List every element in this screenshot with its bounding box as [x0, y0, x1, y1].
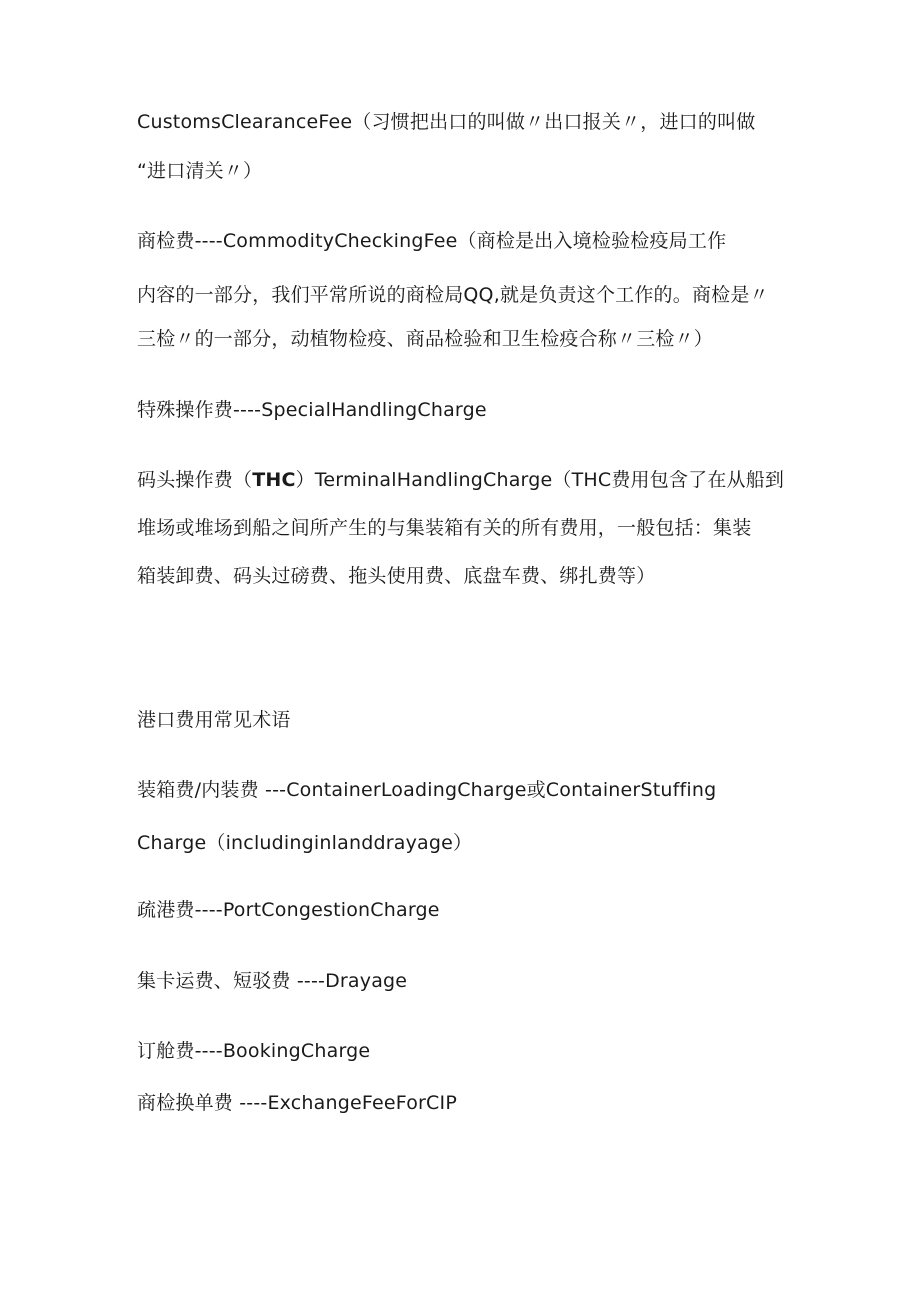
thc-prefix: 码头操作费（: [137, 469, 253, 491]
drayage-line: 集卡运费、短驳费 ----Drayage: [137, 970, 408, 992]
commodity-line-1: 商检费----CommodityCheckingFee（商检是出入境检验检疫局工作: [137, 230, 727, 252]
commodity-line-3: 三检〃的一部分，动植物检疫、商品检验和卫生检疫合称〃三检〃）: [137, 328, 714, 350]
customs-line-2: “进口清关〃）: [137, 160, 263, 182]
thc-rest: ）TerminalHandlingCharge（THC费用包含了在从船到: [295, 469, 785, 491]
container-loading-line-2: Charge（includinginlanddrayage）: [137, 832, 473, 854]
thc-line-1: [137, 468, 784, 492]
congestion-line: 疏港费----PortCongestionCharge: [137, 899, 440, 921]
port-terms-heading: 港口费用常见术语: [137, 709, 291, 731]
thc-bold: THC: [252, 469, 296, 491]
container-loading-line-1: 装箱费/内装费 ---ContainerLoadingCharge或ContainerStuffing: [137, 779, 717, 801]
customs-line-1: CustomsClearanceFee（习惯把出口的叫做〃出口报关〃，进口的叫做: [137, 111, 756, 133]
commodity-line-2: 内容的一部分，我们平常所说的商检局QQ,就是负责这个工作的。商检是〃: [137, 284, 769, 306]
thc-line-3: 箱装卸费、码头过磅费、拖头使用费、底盘车费、绑扎费等）: [137, 565, 656, 587]
special-handling-line: 特殊操作费----SpecialHandlingCharge: [137, 399, 487, 421]
exchange-line: 商检换单费 ----ExchangeFeeForCIP: [137, 1092, 457, 1114]
thc-line-2: 堆场或堆场到船之间所产生的与集装箱有关的所有费用，一般包括：集装: [137, 517, 752, 539]
booking-line: 订舱费----BookingCharge: [137, 1040, 371, 1062]
